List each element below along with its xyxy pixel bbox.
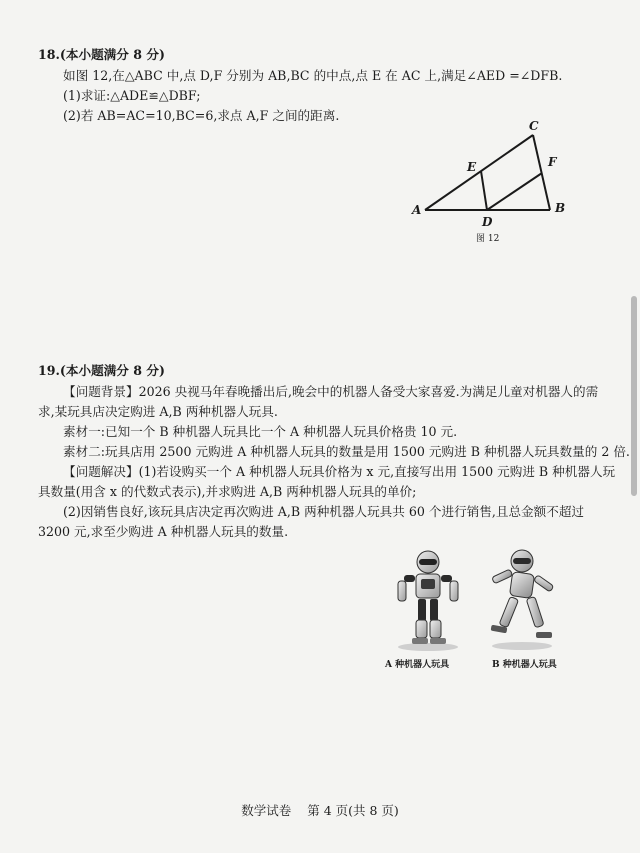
- vertical-scrollbar[interactable]: [631, 296, 637, 496]
- robot-a-image: [388, 548, 468, 653]
- q19-material1: 素材一:已知一个 B 种机器人玩具比一个 A 种机器人玩具价格贵 10 元.: [63, 424, 458, 439]
- q18-score: (本小题满分 8 分): [59, 47, 165, 62]
- segment-ed: [481, 171, 487, 210]
- figure-caption: 图 12: [476, 234, 500, 244]
- q18-part2: (2)若 AB=AC=10,BC=6,求点 A,F 之间的距离.: [63, 108, 340, 123]
- q18-stem: 如图 12,在△ABC 中,点 D,F 分别为 AB,BC 的中点,点 E 在 AC 上,满足∠AED =∠DFB.: [63, 68, 563, 83]
- segment-df: [487, 173, 542, 210]
- q18-header: [38, 47, 165, 63]
- q19-header: [38, 363, 165, 379]
- label-f: F: [548, 155, 557, 169]
- q18-number: 18.: [38, 47, 60, 62]
- footer-page-number: 第 4 页(共 8 页): [307, 803, 399, 818]
- robot-b-caption: B 种机器人玩具: [492, 660, 557, 670]
- q19-background-line1: 【问题背景】2026 央视马年春晚播出后,晚会中的机器人备受大家喜爱.为满足儿童对机器人的需: [63, 384, 599, 399]
- segment-ac: [425, 135, 533, 210]
- footer-subject: 数学试卷: [241, 803, 292, 818]
- q19-solve2-line1: (2)因销售良好,该玩具店决定再次购进 A,B 两种机器人玩具共 60 个进行销售,且总金额不超过: [63, 504, 585, 519]
- q19-solve1-line2: 具数量(用含 x 的代数式表示),并求购进 A,B 两种机器人玩具的单价;: [38, 484, 417, 499]
- label-d: D: [482, 215, 493, 229]
- q19-material2: 素材二:玩具店用 2500 元购进 A 种机器人玩具的数量是用 1500 元购进 B 种机器人玩具数量的 2 倍.: [63, 444, 630, 459]
- label-a: A: [412, 203, 422, 217]
- robot-a-caption: A 种机器人玩具: [385, 660, 450, 670]
- q19-solve2-line2: 3200 元,求至少购进 A 种机器人玩具的数量.: [38, 524, 289, 539]
- q19-number: 19.: [38, 363, 60, 378]
- q19-score: (本小题满分 8 分): [59, 363, 165, 378]
- robot-b-image: [482, 546, 562, 651]
- label-c: C: [529, 119, 539, 133]
- q18-part1: (1)求证:△ADE≌△DBF;: [63, 88, 201, 103]
- q19-solve1-line1: 【问题解决】(1)若设购买一个 A 种机器人玩具价格为 x 元,直接写出用 1500 元购进 B 种机器人玩: [63, 464, 616, 479]
- q19-background-line2: 求,某玩具店决定购进 A,B 两种机器人玩具.: [38, 404, 278, 419]
- page-footer: [0, 801, 640, 819]
- label-e: E: [467, 160, 477, 174]
- label-b: B: [555, 201, 566, 215]
